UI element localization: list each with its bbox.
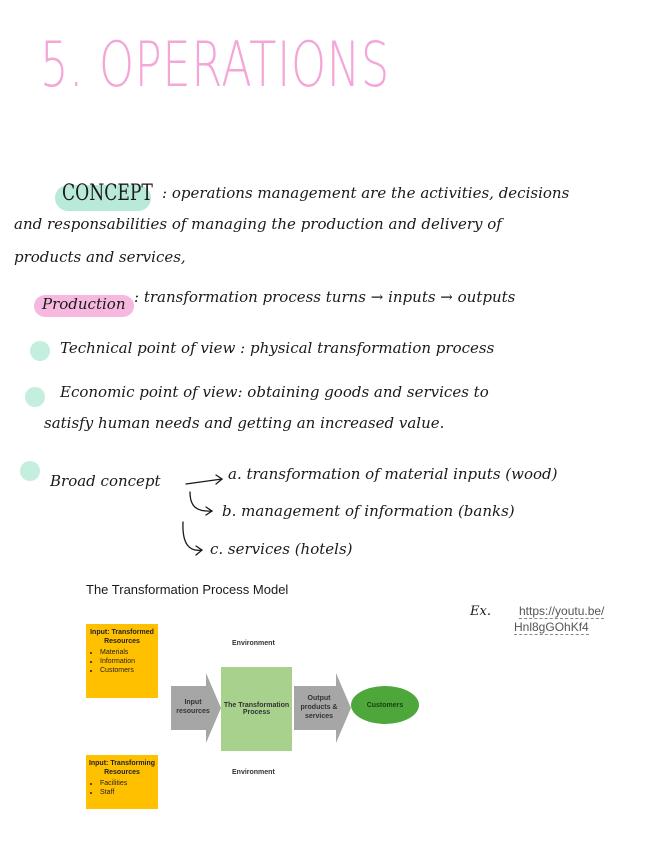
concept-line-3: products and services,	[14, 248, 186, 266]
video-link-line-1[interactable]: https://youtu.be/	[519, 604, 605, 618]
transforming-item: • Staff	[100, 788, 158, 797]
broad-item-c: c. services (hotels)	[210, 540, 353, 558]
output-arrow-label: Output products & services	[300, 695, 338, 720]
transformation-process-box	[221, 667, 292, 751]
production-text: : transformation process turns → inputs → outputs	[134, 288, 516, 306]
customers-label: Customers	[366, 701, 404, 709]
concept-line-1: : operations management are the activities, decisions	[162, 184, 570, 202]
transformed-item: • Customers	[100, 666, 158, 675]
environment-top: Environment	[232, 640, 275, 647]
broad-item-b: b. management of information (banks)	[222, 502, 515, 520]
production-label: Production	[42, 295, 126, 313]
broad-item-a: a. transformation of material inputs (wood)	[228, 465, 558, 483]
process-label: The Transformation Process	[223, 702, 290, 716]
input-arrow-label: Input resources	[176, 699, 210, 715]
transformed-heading: Input: Transformed Resources	[90, 629, 154, 645]
concept-line-2: and responsabilities of managing the production and delivery of	[14, 215, 502, 233]
environment-bottom: Environment	[232, 769, 275, 776]
example-label: Ex.	[470, 604, 491, 619]
economic-line-2: satisfy human needs and getting an increased value.	[44, 414, 445, 432]
transformed-item: • Materials	[100, 648, 158, 657]
technical-point: Technical point of view : physical transformation process	[60, 339, 495, 357]
transforming-item: • Facilities	[100, 779, 158, 788]
diagram-title: The Transformation Process Model	[86, 582, 289, 597]
video-link-line-2[interactable]: Hnl8gGOhKf4	[514, 620, 589, 634]
page-title: 5. OPERATIONS	[40, 28, 390, 101]
transforming-heading: Input: Transforming Resources	[88, 760, 156, 776]
concept-label: CONCEPT	[62, 181, 153, 206]
transformed-item: • Information	[100, 657, 158, 666]
economic-line-1: Economic point of view: obtaining goods and services to	[60, 383, 489, 401]
customers-ellipse	[351, 686, 419, 724]
broad-concept: Broad concept	[50, 472, 161, 490]
